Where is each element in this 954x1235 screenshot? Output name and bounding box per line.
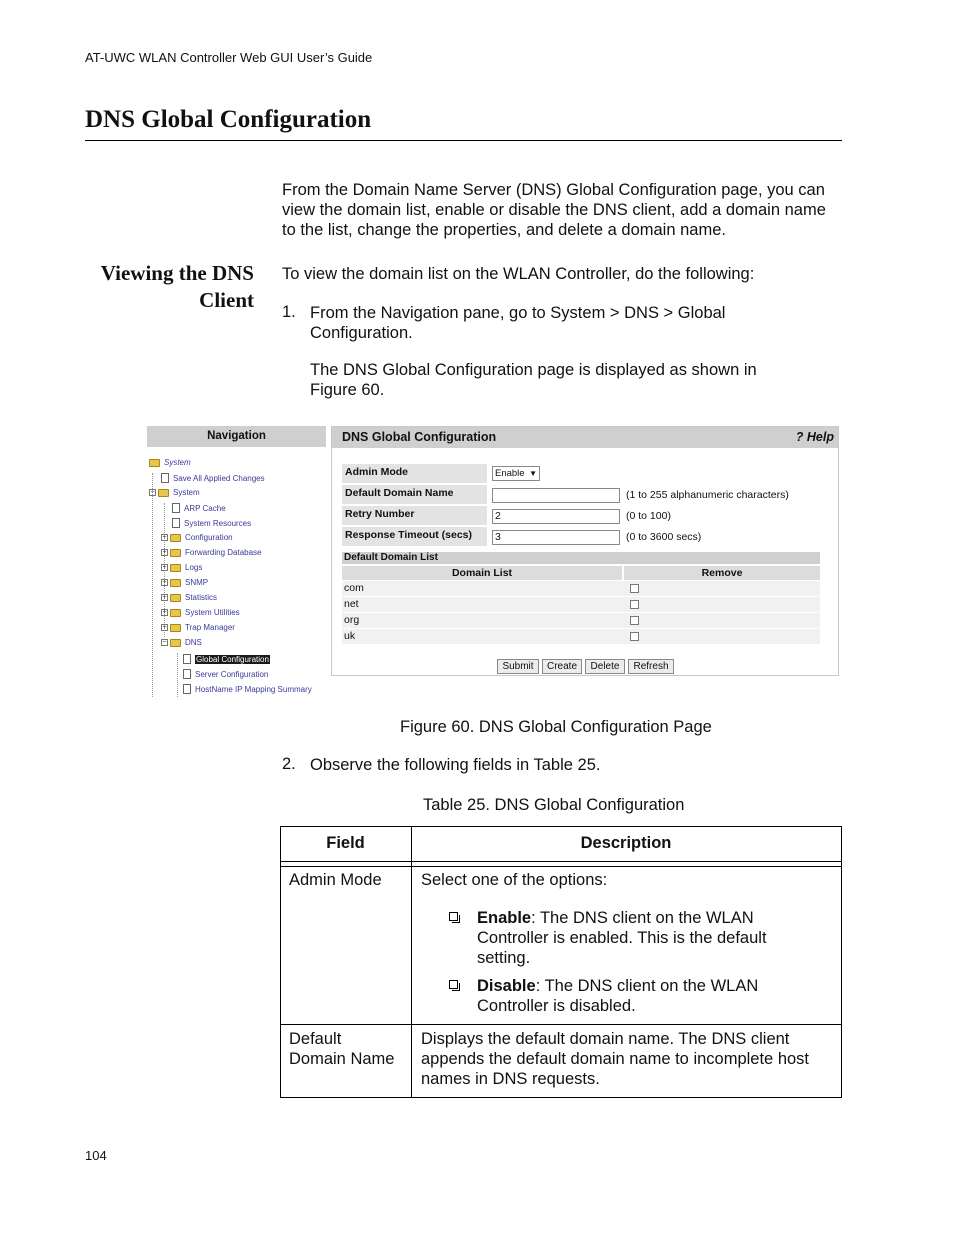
tree-item-label: DNS bbox=[185, 638, 202, 647]
figure-screenshot bbox=[147, 426, 839, 698]
response-timeout-hint: (0 to 3600 secs) bbox=[626, 531, 702, 543]
domain-row bbox=[342, 629, 820, 644]
intro-paragraph bbox=[282, 180, 826, 240]
tree-item-label: Server Configuration bbox=[195, 669, 269, 679]
folder-icon bbox=[170, 564, 181, 572]
remove-checkbox[interactable] bbox=[630, 600, 639, 609]
row1-field: Admin Mode bbox=[289, 871, 382, 889]
doc-icon bbox=[172, 518, 180, 528]
expand-icon: + bbox=[162, 594, 167, 601]
doc-icon bbox=[183, 654, 191, 664]
admin-mode-label: Admin Mode bbox=[342, 464, 487, 483]
collapse-icon: − bbox=[150, 489, 155, 496]
tree-item-configuration[interactable] bbox=[161, 533, 233, 542]
table-rule bbox=[841, 826, 842, 1098]
table-caption: Table 25. DNS Global Configuration bbox=[423, 796, 685, 814]
row1-intro: Select one of the options: bbox=[421, 871, 608, 889]
checkbox-bullet-icon bbox=[449, 912, 458, 921]
table-header-description: Description bbox=[580, 834, 672, 852]
panel-header bbox=[332, 427, 838, 448]
doc-icon bbox=[161, 473, 169, 483]
option-text: : The DNS client on the WLAN bbox=[535, 977, 759, 995]
step1-note-line: Figure 60. bbox=[310, 381, 385, 399]
intro-line: view the domain list, enable or disable the DNS client, add a domain name bbox=[282, 201, 826, 219]
folder-icon bbox=[170, 534, 181, 542]
tree-item-label: Global Configuration bbox=[196, 654, 269, 664]
doc-icon bbox=[172, 503, 180, 513]
admin-mode-select[interactable] bbox=[492, 466, 540, 481]
folder-icon bbox=[170, 579, 181, 587]
step1-note bbox=[310, 360, 757, 400]
domain-list-title: Default Domain List bbox=[342, 552, 820, 564]
step1-line: From the Navigation pane, go to System > DNS > Global bbox=[310, 304, 726, 322]
doc-icon bbox=[183, 669, 191, 679]
table-rule bbox=[280, 861, 842, 862]
option-name: Disable bbox=[477, 977, 536, 995]
domain-row bbox=[342, 597, 820, 612]
step2-text: Observe the following fields in Table 25. bbox=[310, 756, 601, 774]
checkbox-bullet-icon bbox=[449, 980, 458, 989]
domain-row bbox=[342, 581, 820, 596]
remove-header: Remove bbox=[624, 566, 820, 580]
expand-icon: + bbox=[162, 549, 167, 556]
expand-icon: + bbox=[162, 609, 167, 616]
admin-mode-value: Enable bbox=[495, 468, 525, 479]
tree-item-system-utilities[interactable] bbox=[161, 608, 240, 617]
option-name: Enable bbox=[477, 909, 532, 927]
tree-guide-line bbox=[152, 473, 153, 697]
navigation-pane bbox=[147, 426, 326, 698]
section-heading-line: Client bbox=[199, 288, 254, 312]
tree-item-server-configuration[interactable] bbox=[183, 669, 268, 679]
option-text: Controller is enabled. This is the default bbox=[477, 929, 767, 947]
folder-icon bbox=[170, 594, 181, 602]
domain-row bbox=[342, 613, 820, 628]
tree-item-system[interactable] bbox=[149, 488, 200, 497]
step1-line: Configuration. bbox=[310, 324, 413, 342]
retry-number-label: Retry Number bbox=[342, 506, 487, 525]
tree-item-system-resources[interactable] bbox=[172, 518, 251, 528]
tree-item-statistics[interactable] bbox=[161, 593, 217, 602]
tree-item-label: ARP Cache bbox=[184, 503, 226, 513]
submit-button[interactable]: Submit bbox=[497, 659, 539, 674]
figure-caption: Figure 60. DNS Global Configuration Page bbox=[400, 718, 712, 736]
expand-icon: + bbox=[162, 579, 167, 586]
field-line: Default bbox=[289, 1030, 342, 1048]
remove-checkbox[interactable] bbox=[630, 616, 639, 625]
response-timeout-input[interactable]: 3 bbox=[492, 530, 620, 545]
tree-guide-line bbox=[177, 653, 178, 697]
domain-name: com bbox=[344, 582, 364, 594]
default-domain-label: Default Domain Name bbox=[342, 485, 487, 504]
panel-title: DNS Global Configuration bbox=[342, 430, 497, 444]
description-line: Displays the default domain name. The DNS client bbox=[421, 1030, 790, 1048]
domain-list-header: Domain List bbox=[342, 566, 622, 580]
running-header: AT-UWC WLAN Controller Web GUI User’s Guide bbox=[85, 50, 373, 65]
folder-icon bbox=[170, 624, 181, 632]
folder-icon bbox=[158, 489, 169, 497]
section-heading bbox=[60, 260, 254, 314]
domain-name: org bbox=[344, 614, 360, 626]
folder-icon bbox=[170, 609, 181, 617]
tree-item-trap-manager[interactable] bbox=[161, 623, 235, 632]
tree-item-snmp[interactable] bbox=[161, 578, 208, 587]
tree-item-forwarding-database[interactable] bbox=[161, 548, 261, 557]
description-line: appends the default domain name to incomplete host bbox=[421, 1050, 810, 1068]
table-rule bbox=[411, 826, 412, 1098]
collapse-icon: − bbox=[162, 639, 167, 646]
response-timeout-label: Response Timeout (secs) bbox=[342, 527, 487, 546]
step1-number: 1. bbox=[282, 303, 296, 321]
option-text: : The DNS client on the WLAN bbox=[531, 909, 754, 927]
domain-name: uk bbox=[344, 630, 356, 642]
tree-item-label: System Resources bbox=[184, 518, 252, 528]
table-rule bbox=[280, 866, 842, 867]
default-domain-hint: (1 to 255 alphanumeric characters) bbox=[626, 489, 789, 501]
doc-icon bbox=[183, 684, 191, 694]
default-domain-input[interactable] bbox=[492, 488, 620, 503]
step1-note-line: The DNS Global Configuration page is displayed as shown in bbox=[310, 361, 757, 379]
retry-number-input[interactable]: 2 bbox=[492, 509, 620, 524]
tree-item-label: System bbox=[173, 488, 200, 497]
field-line: Domain Name bbox=[289, 1050, 395, 1068]
expand-icon: + bbox=[162, 564, 167, 571]
tree-item-label: Logs bbox=[185, 563, 203, 572]
remove-checkbox[interactable] bbox=[630, 632, 639, 641]
help-link[interactable]: ? Help bbox=[795, 430, 834, 444]
delete-button[interactable]: Delete bbox=[585, 659, 625, 674]
row2-field bbox=[289, 1029, 394, 1069]
option-text: setting. bbox=[477, 949, 531, 967]
tree-item-label: Forwarding Database bbox=[185, 548, 262, 557]
tree-item-logs[interactable] bbox=[161, 563, 202, 572]
table-header-field: Field bbox=[326, 834, 365, 852]
expand-icon: + bbox=[162, 534, 167, 541]
tree-item-global-configuration[interactable] bbox=[183, 654, 270, 664]
tree-item-hostname-ip-mapping[interactable] bbox=[183, 684, 312, 694]
retry-number-hint: (0 to 100) bbox=[626, 510, 671, 522]
table-rule bbox=[280, 826, 842, 827]
table-rule bbox=[280, 826, 281, 1098]
tree-item-arp-cache[interactable] bbox=[172, 503, 226, 513]
page-title: DNS Global Configuration bbox=[85, 106, 372, 133]
page-number: 104 bbox=[85, 1148, 107, 1163]
row1-option-disable bbox=[477, 976, 827, 1016]
tree-item-system-root[interactable] bbox=[149, 458, 191, 467]
create-button[interactable]: Create bbox=[542, 659, 582, 674]
navigation-title: Navigation bbox=[147, 426, 326, 447]
dns-config-panel bbox=[331, 426, 839, 676]
section-intro: To view the domain list on the WLAN Controller, do the following: bbox=[282, 265, 755, 283]
description-line: names in DNS requests. bbox=[421, 1070, 600, 1088]
title-rule bbox=[85, 140, 842, 141]
table-rule bbox=[280, 1024, 842, 1025]
tree-item-dns[interactable] bbox=[161, 638, 202, 647]
tree-item-label: System bbox=[164, 458, 191, 467]
navigation-tree bbox=[147, 447, 326, 698]
tree-item-label: Statistics bbox=[185, 593, 218, 602]
domain-name: net bbox=[344, 598, 359, 610]
remove-checkbox[interactable] bbox=[630, 584, 639, 593]
chevron-down-icon: ▼ bbox=[529, 469, 537, 478]
step2-number: 2. bbox=[282, 755, 296, 773]
row1-option-enable bbox=[477, 908, 827, 968]
fields-table bbox=[280, 826, 842, 1098]
tree-item-label: System Utilities bbox=[185, 608, 240, 617]
intro-line: From the Domain Name Server (DNS) Global Configuration page, you can bbox=[282, 181, 825, 199]
refresh-button[interactable]: Refresh bbox=[628, 659, 674, 674]
tree-item-label: HostName IP Mapping Summary bbox=[195, 684, 312, 694]
row2-description bbox=[421, 1029, 836, 1089]
tree-item-label: Trap Manager bbox=[185, 623, 235, 632]
tree-item-label: Save All Applied Changes bbox=[173, 473, 265, 483]
tree-item-label: SNMP bbox=[185, 578, 209, 587]
folder-icon bbox=[170, 549, 181, 557]
step1-text bbox=[310, 303, 725, 343]
option-text: Controller is disabled. bbox=[477, 997, 636, 1015]
folder-icon bbox=[170, 639, 181, 647]
folder-icon bbox=[149, 459, 160, 467]
tree-item-save-all[interactable] bbox=[161, 473, 265, 483]
section-heading-line: Viewing the DNS bbox=[100, 261, 254, 285]
tree-item-label: Configuration bbox=[185, 533, 233, 542]
expand-icon: + bbox=[162, 624, 167, 631]
table-rule bbox=[280, 1097, 842, 1098]
intro-line: to the list, change the properties, and delete a domain name. bbox=[282, 221, 726, 239]
